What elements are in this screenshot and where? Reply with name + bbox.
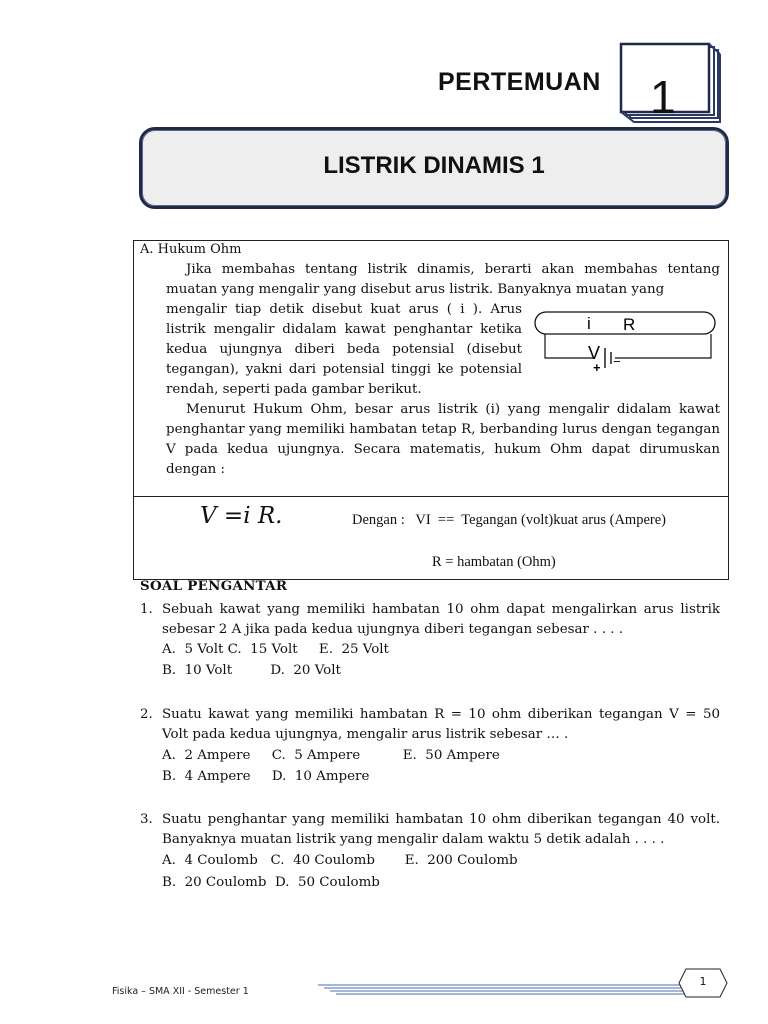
- question-options-row: A. 5 Volt C. 15 Volt E. 25 Volt: [162, 642, 389, 657]
- question-text: Suatu kawat yang memiliki hambatan R = 10 ohm diberikan tegangan V = 50 Volt pada kedua ujungnya, mengalir arus listrik sebesar … .: [162, 707, 720, 742]
- circuit-plus: +: [593, 360, 601, 375]
- question-text: Suatu penghantar yang memiliki hambatan 10 ohm diberikan tegangan 40 volt. Banyaknya muatan listrik yang mengalir dalam waktu 5 detik adalah . . . .: [162, 812, 720, 847]
- question-options-row: A. 4 Coulomb C. 40 Coulomb E. 200 Coulomb: [162, 853, 518, 868]
- paragraph-1: Jika membahas tentang listrik dinamis, berarti akan membahas tentang muatan yang mengalir yang disebut arus listrik. Banyaknya muatan yang: [166, 262, 720, 297]
- theory-divider: [133, 496, 729, 497]
- footer-decorative-lines: [318, 982, 690, 998]
- question-text: Sebuah kawat yang memiliki hambatan 10 ohm dapat mengalirkan arus listrik sebesar 2 A jika pada kedua ujungnya diberi tegangan sebesar . . . .: [162, 602, 720, 637]
- formula-legend-r: R = hambatan (Ohm): [432, 554, 556, 570]
- paragraph-2: Menurut Hukum Ohm, besar arus listrik (i) yang mengalir didalam kawat penghantar yang memiliki hambatan tetap R, berbanding lurus dengan tegangan V pada kedua ujungnya. Secara matematis, hukum Ohm dapat dirumuskan dengan :: [166, 402, 720, 477]
- question-options-row: B. 4 Ampere D. 10 Ampere: [162, 769, 370, 784]
- chapter-title: LISTRIK DINAMIS 1: [323, 152, 545, 179]
- circuit-label-i: i: [587, 314, 591, 333]
- circuit-diagram: [533, 308, 723, 378]
- question-number: 2.: [140, 707, 153, 722]
- question-options-row: B. 10 Volt D. 20 Volt: [162, 663, 341, 678]
- question-options-row: B. 20 Coulomb D. 50 Coulomb: [162, 875, 380, 890]
- circuit-label-r: R: [623, 315, 636, 334]
- page-number: 1: [699, 975, 707, 988]
- pertemuan-label: PERTEMUAN: [438, 68, 601, 96]
- paragraph-1-continued: mengalir tiap detik disebut kuat arus ( i ). Arus listrik mengalir didalam kawat penghantar ketika kedua ujungnya diberi beda potensial (disebut tegangan), yakni dari potensial tinggi ke potensial rendah, seperti pada gambar berikut.: [166, 302, 522, 397]
- section-heading: A. Hukum Ohm: [140, 242, 242, 257]
- question-options-row: A. 2 Ampere C. 5 Ampere E. 50 Ampere: [162, 748, 500, 763]
- ohm-formula: V =i R.: [200, 503, 283, 529]
- circuit-minus: −: [613, 354, 621, 369]
- circuit-label-v: V: [588, 343, 601, 363]
- pertemuan-number: 1: [650, 71, 676, 123]
- question-number: 1.: [140, 602, 153, 617]
- formula-legend: Dengan : VI == Tegangan (volt)kuat arus (Ampere): [352, 512, 666, 528]
- footer-course-label: Fisika – SMA XII - Semester 1: [112, 986, 249, 997]
- soal-title: SOAL PENGANTAR: [140, 578, 288, 594]
- question-number: 3.: [140, 812, 153, 827]
